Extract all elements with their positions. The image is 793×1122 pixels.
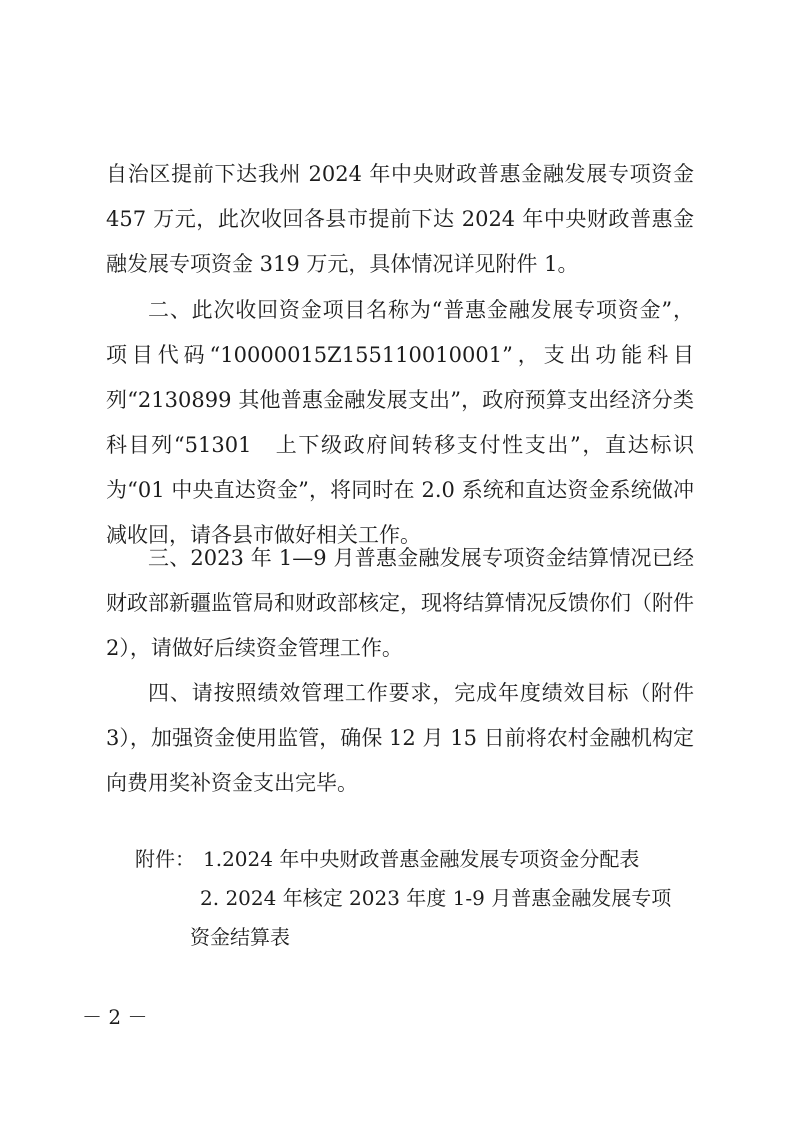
body-paragraph-3: 三、2023 年 1—9 月普惠金融发展专项资金结算情况已经财政部新疆监管局和财政部核定，现将结算情况反馈你们（附件 2），请做好后续资金管理工作。 [106,546,694,660]
page-number: － 2 － [82,1005,148,1029]
attachments-label: 附件： [135,847,195,871]
body-paragraph-2: 二、此次收回资金项目名称为“普惠金融发展专项资金”，项目代码“10000015Z155110010001”，支出功能科目列“2130899 其他普惠金融发展支出”，政府预算支出经济分类科目列“51301 上下级政府间转移支付性支出”，直达标识为“01 中央直达资金”，将同时在 2.0 系统和直达资金系统做冲减收回，请各县市做好相关工作。 [106,298,694,547]
attachment-item-2-line-2: 资金结算表 [190,925,290,949]
body-paragraph-4: 四、请按照绩效管理工作要求，完成年度绩效目标（附件 3），加强资金使用监管，确保 12 月 15 日前将农村金融机构定向费用奖补资金支出完毕。 [106,681,694,795]
attachment-item-1: 1.2024 年中央财政普惠金融发展专项资金分配表 [203,847,640,871]
attachment-item-2-line-1: 2. 2024 年核定 2023 年度 1-9 月普惠金融发展专项 [200,886,672,910]
body-paragraph-1: 自治区提前下达我州 2024 年中央财政普惠金融发展专项资金 457 万元，此次收回各县市提前下达 2024 年中央财政普惠金融发展专项资金 319 万元，具体情况详见附件 1。 [106,162,694,276]
